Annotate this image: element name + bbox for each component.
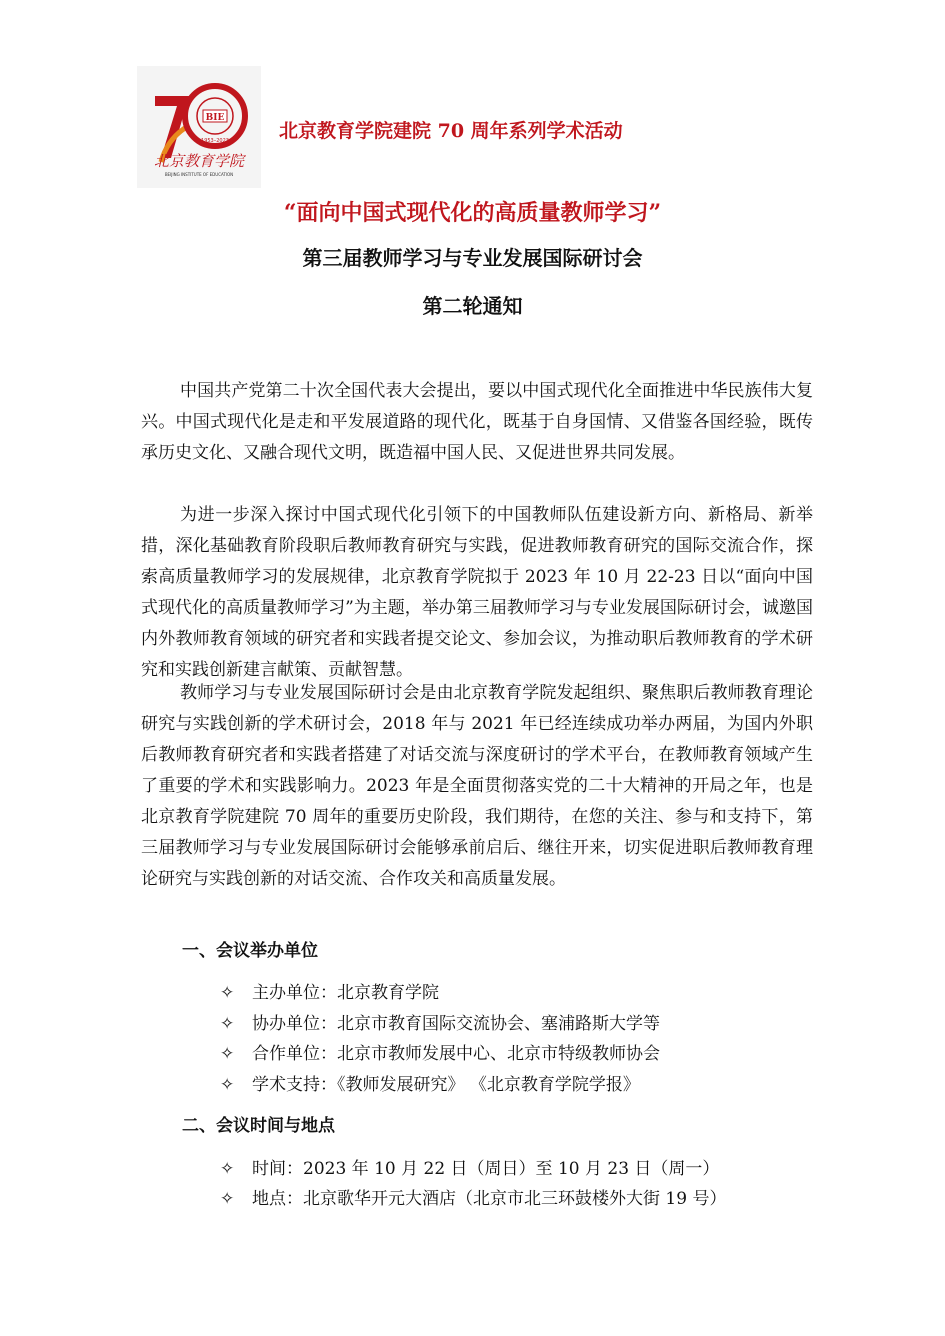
diamond-bullet-icon: ✧ [220,1159,235,1179]
conference-title: 第三届教师学习与专业发展国际研讨会 [302,246,643,270]
diamond-bullet-icon: ✧ [220,1189,235,1209]
diamond-bullet-icon: ✧ [220,1014,235,1034]
conference-theme: “面向中国式现代化的高质量教师学习” [283,200,662,226]
section-title-organizers: 一、会议举办单位 [182,941,318,961]
section-title-time-venue: 二、会议时间与地点 [182,1116,335,1136]
list-item: ✧ 时间：2023 年 10 月 22 日（周日）至 10 月 23 日（周一） [220,1159,720,1179]
list-item: ✧ 主办单位：北京教育学院 [220,983,439,1003]
diamond-bullet-icon: ✧ [220,983,235,1003]
svg-text:北京教育学院: 北京教育学院 [153,152,245,170]
svg-text:1953–2023: 1953–2023 [201,138,229,144]
list-item: ✧ 合作单位：北京市教师发展中心、北京市特级教师协会 [220,1044,660,1064]
background-paragraph: 教师学习与专业发展国际研讨会是由北京教育学院发起组织、聚焦职后教师教育理论研究与实践创新的学术研讨会，2018 年与 2021 年已经连续成功举办两届，为国内外职后教师教育研究者和实践者搭建了对话交流与深度研讨的学术平台，在教师教育领域产生了重要的学术和实践影响力。2023 年是全面贯彻落实党的二十大精神的开局之年，也是北京教育学院建院 70 周年的重要历史阶段，我们期待，在您的关注、参与和支持下，第三届教师学习与专业发展国际研讨会能够承前启后、继往开来，切实促进职后教师教育理论研究与实践创新的对话交流、合作攻关和高质量发展。 [141,683,813,889]
list-item: ✧ 地点：北京歌华开元大酒店（北京市北三环鼓楼外大街 19 号） [220,1189,727,1209]
diamond-bullet-icon: ✧ [220,1044,235,1064]
svg-text:BIE: BIE [205,113,225,123]
diamond-bullet-icon: ✧ [220,1075,235,1095]
svg-text:BEIJING INSTITUTE OF EDUCATION: BEIJING INSTITUTE OF EDUCATION [164,172,234,177]
notice-title: 第二轮通知 [422,294,523,318]
purpose-paragraph: 为进一步深入探讨中国式现代化引领下的中国教师队伍建设新方向、新格局、新举措，深化基础教育阶段职后教师教育研究与实践，促进教师教育研究的国际交流合作，探索高质量教师学习的发展规律，北京教育学院拟于 2023 年 10 月 22-23 日以“面向中国式现代化的高质量教师学习”为主题，举办第三届教师学习与专业发展国际研讨会，诚邀国内外教师教育领域的研究者和实践者提交论文、参加会议，为推动职后教师教育的学术研究和实践创新建言献策、贡献智慧。 [141,505,813,680]
anniversary-emblem-icon [137,66,261,188]
intro-paragraph: 中国共产党第二十次全国代表大会提出，要以中国式现代化全面推进中华民族伟大复兴。中国式现代化是走和平发展道路的现代化，既基于自身国情、又借鉴各国经验，既传承历史文化、又融合现代文明，既造福中国人民、又促进世界共同发展。 [141,381,813,463]
institute-logo [137,66,261,188]
list-item: ✧ 学术支持：《教师发展研究》 《北京教育学院学报》 [220,1075,640,1095]
event-series-title: 北京教育学院建院 70 周年系列学术活动 [279,120,623,142]
list-item: ✧ 协办单位：北京市教育国际交流协会、塞浦路斯大学等 [220,1014,660,1034]
